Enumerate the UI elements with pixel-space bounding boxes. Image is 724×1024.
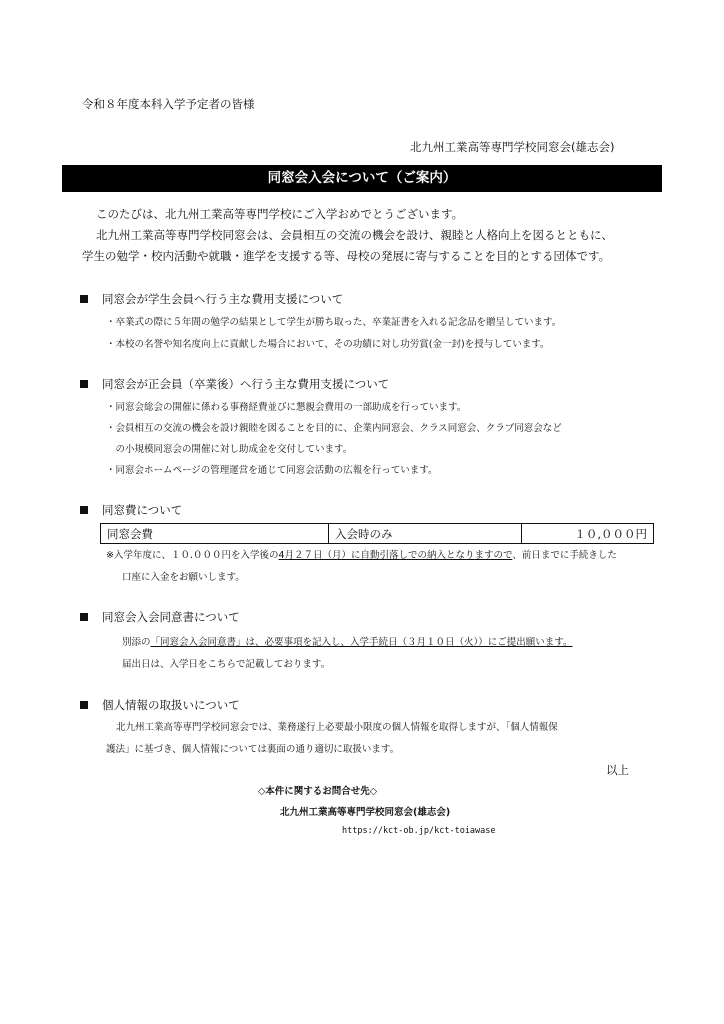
fee-note-underlined: 4月２７日（月）に自動引落しでの納入となりますので: [278, 550, 513, 561]
page-title-banner: [62, 165, 662, 192]
section-heading-student-support: [80, 291, 343, 307]
section-heading-text: 同窓会が学生会員へ行う主な費用支援について: [102, 292, 344, 306]
privacy-line-1: 北九州工業高等専門学校同窓会では、業務遂行上必要最小限度の個人情報を取得しますが、「個人情報保: [116, 722, 558, 733]
page-title: 同窓会入会について（ご案内）: [267, 170, 457, 186]
section-heading-fee: [80, 502, 182, 518]
intro-line-2: 北九州工業高等専門学校同窓会は、会員相互の交流の機会を設け、親睦と人格向上を図るとともに、: [96, 228, 614, 242]
fee-table: [100, 523, 654, 544]
table-row: [101, 524, 654, 544]
list-item: ・卒業式の際に５年間の勉学の結果として学生が勝ち取った、卒業証書を入れる記念品を贈呈しています。: [106, 317, 562, 328]
contact-organization: 北九州工業高等専門学校同窓会(雄志会): [280, 807, 451, 818]
list-item: ・本校の名誉や知名度向上に貢献した場合において、その功績に対し功労賞(金一封)を授与しています。: [106, 339, 550, 350]
fee-note-line-2: 口座に入金をお願いします。: [122, 572, 245, 583]
consent-line-1-underlined: 「同窓会入会同意書」は、必要事項を記入し、入学手続日（３月１０日（火））にご提出願います。: [150, 637, 573, 648]
square-bullet-icon: [80, 701, 88, 709]
fee-note-line-1: [106, 547, 617, 561]
closing-ijou: 以上: [606, 763, 629, 777]
section-heading-text: 同窓会が正会員（卒業後）へ行う主な費用支援について: [102, 377, 390, 391]
square-bullet-icon: [80, 506, 88, 514]
list-item: ・同窓会総会の開催に係わる事務経費並びに懇親会費用の一部助成を行っています。: [106, 402, 467, 413]
fee-name-cell: 同窓会費: [101, 524, 329, 544]
section-heading-text: 同窓会入会同意書について: [102, 610, 240, 624]
fee-amount-cell: １０,０００円: [522, 524, 654, 544]
consent-line-1: [122, 634, 573, 648]
contact-heading: ◇本件に関するお問合せ先◇: [258, 786, 378, 797]
square-bullet-icon: [80, 295, 88, 303]
square-bullet-icon: [80, 613, 88, 621]
list-item: ・同窓会ホームページの管理運営を通じて同窓会活動の広報を行っています。: [106, 465, 438, 476]
addressee: 令和８年度本科入学予定者の皆様: [82, 97, 255, 111]
section-heading-text: 同窓費について: [102, 503, 183, 517]
square-bullet-icon: [80, 380, 88, 388]
section-heading-text: 個人情報の取扱いについて: [102, 698, 240, 712]
fee-note-post: 、前日までに手続きした: [512, 550, 617, 561]
fee-note-pre: ※入学年度に、１０.０００円を入学後の: [106, 550, 279, 561]
consent-line-1-pre: 別添の: [122, 637, 151, 648]
section-heading-member-support: [80, 376, 389, 392]
list-item: ・会員相互の交流の機会を設け親睦を図ることを目的に、企業内同窓会、クラス同窓会、クラブ同窓会など: [106, 423, 562, 434]
consent-line-2: 届出日は、入学日をこちらで記載しております。: [122, 659, 331, 670]
intro-line-1: このたびは、北九州工業高等専門学校にご入学おめでとうございます。: [96, 207, 464, 221]
fee-timing-cell: 入会時のみ: [329, 524, 522, 544]
privacy-line-2: 護法」に基づき、個人情報については裏面の通り適切に取扱います。: [106, 744, 400, 755]
list-item: の小規模同窓会の開催に対し助成金を交付しています。: [106, 444, 353, 455]
contact-url-link[interactable]: https://kct-ob.jp/kct-toiawase: [342, 826, 496, 836]
intro-line-3: 学生の勉学・校内活動や就職・進学を支援する等、母校の発展に寄与することを目的とする団体です。: [82, 249, 611, 263]
sender-organization: 北九州工業高等専門学校同窓会(雄志会): [410, 140, 615, 154]
section-heading-consent-form: [80, 609, 240, 625]
section-heading-privacy: [80, 697, 240, 713]
